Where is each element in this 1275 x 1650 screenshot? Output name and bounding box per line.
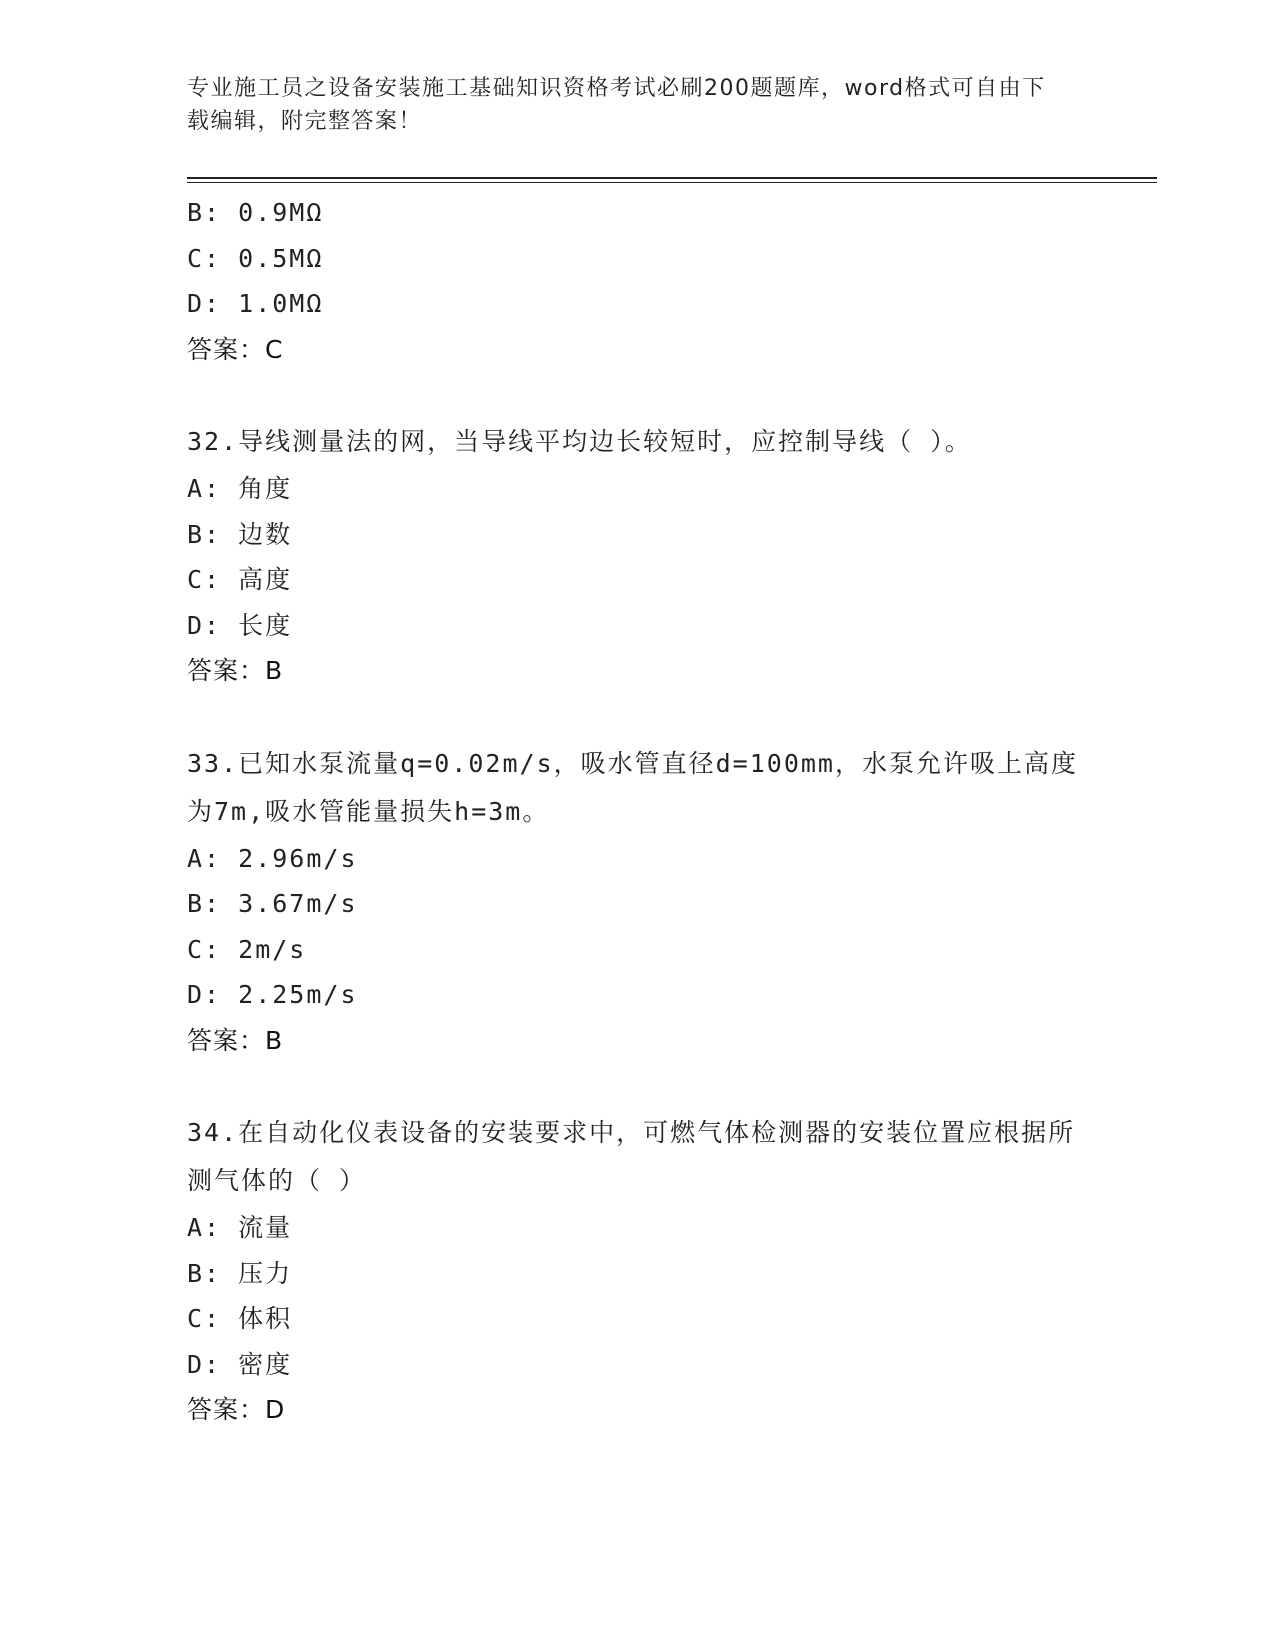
question-33-block bbox=[187, 740, 1087, 1064]
spacer bbox=[187, 694, 1087, 740]
spacer bbox=[187, 1063, 1087, 1109]
q32-option-d: D: 长度 bbox=[187, 610, 293, 640]
q34-stem: 34.在自动化仪表设备的安装要求中，可燃气体检测器的安装位置应根据所测气体的（ ） bbox=[187, 1118, 1076, 1195]
header-divider-thin bbox=[187, 182, 1157, 183]
q34-option-a: A: 流量 bbox=[187, 1213, 293, 1242]
question-34-block bbox=[187, 1109, 1087, 1433]
page-header-title: 专业施工员之设备安装施工基础知识资格考试必刷200题题库，word格式可自由下载编辑，附完整答案！ bbox=[187, 76, 1046, 134]
q33-answer: 答案：B bbox=[187, 1025, 284, 1055]
q31-option-c: C: 0.5MΩ bbox=[187, 243, 324, 273]
q32-stem: 32.导线测量法的网，当导线平均边长较短时，应控制导线（ ）。 bbox=[187, 427, 972, 456]
question-32-block bbox=[187, 418, 1087, 694]
document-body bbox=[187, 190, 1087, 1433]
q33-option-d: D: 2.25m/s bbox=[187, 980, 358, 1009]
q31-answer: 答案：C bbox=[187, 334, 284, 364]
header-divider-thick bbox=[187, 177, 1157, 179]
q32-option-b: B: 边数 bbox=[187, 519, 293, 549]
spacer bbox=[187, 372, 1087, 418]
q34-option-c: C: 体积 bbox=[187, 1304, 293, 1333]
q32-answer: 答案：B bbox=[187, 656, 284, 685]
q32-option-a: A: 角度 bbox=[187, 474, 293, 503]
q33-option-b: B: 3.67m/s bbox=[187, 889, 358, 918]
q34-option-d: D: 密度 bbox=[187, 1349, 293, 1379]
q32-option-c: C: 高度 bbox=[187, 565, 293, 594]
q33-option-a: A: 2.96m/s bbox=[187, 843, 358, 873]
q31-option-b: B: 0.9MΩ bbox=[187, 198, 324, 227]
question-31-block bbox=[187, 190, 1087, 372]
q31-option-d: D: 1.0MΩ bbox=[187, 289, 324, 318]
q33-option-c: C: 2m/s bbox=[187, 934, 307, 964]
q33-stem: 33.已知水泵流量q=0.02m/s，吸水管直径d=100mm，水泵允许吸上高度为7m,吸水管能量损失h=3m。 bbox=[187, 748, 1078, 826]
q34-answer: 答案：D bbox=[187, 1395, 286, 1424]
q34-option-b: B: 压力 bbox=[187, 1258, 293, 1288]
